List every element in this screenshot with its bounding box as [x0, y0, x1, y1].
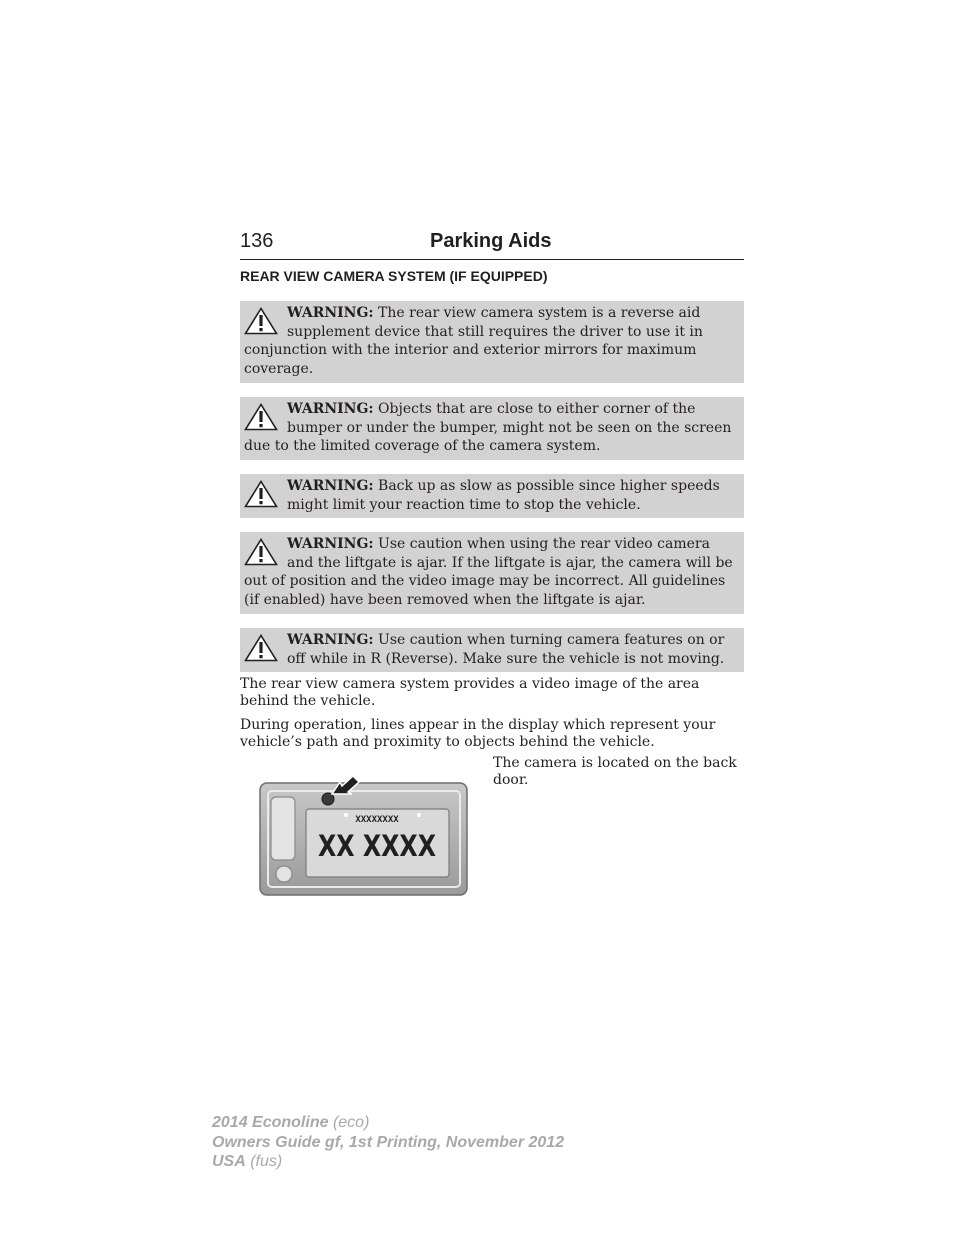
- page-header: [240, 228, 744, 260]
- warning-label: WARNING:: [287, 478, 374, 494]
- license-plate-camera-illustration: [258, 772, 470, 898]
- warning-box: [240, 474, 744, 518]
- page-number: 136: [240, 230, 274, 252]
- footer-model: 2014 Econoline: [212, 1114, 329, 1131]
- plate-top-text: XXXXXXXX: [355, 815, 399, 825]
- camera-location-text: The camera is located on the back door.: [493, 755, 737, 788]
- footer-market: USA: [212, 1153, 246, 1170]
- warning-triangle-icon: [244, 403, 278, 431]
- footer-edition: Owners Guide gf, 1st Printing, November 2012: [212, 1133, 565, 1151]
- footer-model-code: (eco): [328, 1114, 370, 1131]
- warning-text: Objects that are close to either corner of the bumper or under the bumper, might not be seen on the screen due to the limited coverage of the camera system.: [244, 401, 732, 455]
- warning-text: The rear view camera system is a reverse aid supplement device that still requires the driver to use it in conjunction with the interior and exterior mirrors for maximum coverage.: [244, 305, 703, 377]
- warning-box: [240, 628, 744, 672]
- warning-triangle-icon: [244, 307, 278, 335]
- page-title: Parking Aids: [430, 230, 552, 252]
- warning-text: Use caution when turning camera features on or off while in R (Reverse). Make sure the vehicle is not moving.: [287, 632, 725, 667]
- footer-market-code: (fus): [245, 1153, 283, 1170]
- camera-lens: [322, 793, 334, 805]
- body-paragraph: The rear view camera system provides a video image of the area behind the vehicle.: [240, 676, 700, 709]
- warning-text: Back up as slow as possible since higher speeds might limit your reaction time to stop the vehicle.: [287, 478, 720, 513]
- warning-label: WARNING:: [287, 305, 374, 321]
- warning-box: [240, 532, 744, 614]
- warning-triangle-icon: [244, 634, 278, 662]
- warning-label: WARNING:: [287, 536, 374, 552]
- warning-label: WARNING:: [287, 401, 374, 417]
- warning-label: WARNING:: [287, 632, 374, 648]
- warning-box: [240, 301, 744, 383]
- warning-text: Use caution when using the rear video camera and the liftgate is ajar. If the liftgate is ajar, the camera will be out of position and the video image may be incorrect. All guidelines (if enabled) have been removed when the liftgate is ajar.: [244, 536, 733, 608]
- body-paragraph: During operation, lines appear in the display which represent your vehicle’s path and proximity to objects behind the vehicle.: [240, 717, 716, 750]
- warning-triangle-icon: [244, 538, 278, 566]
- side-light: [276, 866, 292, 882]
- plate-main-text: XX XXXX: [318, 829, 436, 863]
- page-footer: [212, 1113, 564, 1172]
- section-heading: REAR VIEW CAMERA SYSTEM (IF EQUIPPED): [240, 268, 548, 284]
- warning-box: [240, 397, 744, 460]
- side-handle: [271, 797, 295, 860]
- warning-triangle-icon: [244, 480, 278, 508]
